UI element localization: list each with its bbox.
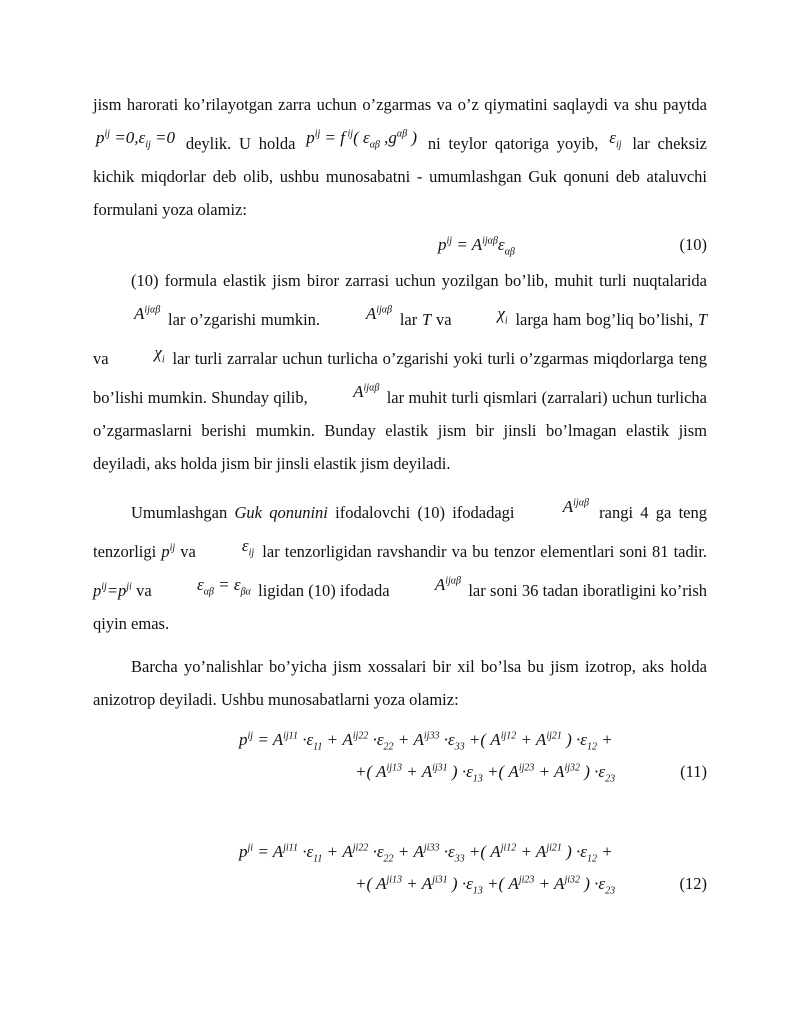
- formula-p-ij-eq-p-ji: $p^{ij}=p^{ji}$: [93, 581, 132, 600]
- formula-eps-ij: $\varepsilon_{ij}$: [241, 536, 255, 559]
- formula-chi-i: $\chi_i$: [497, 304, 508, 327]
- formula-p-zero-eps-zero: $p^{ij} =0,\varepsilon_{ij} =0$: [96, 128, 176, 151]
- equation-11-number: (11): [680, 762, 707, 781]
- equation-10-number: (10): [679, 235, 707, 254]
- document-page: [93, 88, 707, 900]
- equation-12-line-1: $p^{ji} = A^{ji11} \cdot\varepsilon_{11} + A^{ji22} \cdot\varepsilon_{22} + A^{ji33} \cdot\varepsilon_{33}$ +( $A^{ji12} + A^{ji21}$ ) $\cdot\varepsilon_{12}$ +: [239, 842, 613, 865]
- formula-A-ijab: $A^{ij\alpha\beta}$: [434, 575, 462, 594]
- equation-11: [93, 724, 707, 788]
- equation-11-line-2: +( $A^{ij13} + A^{ij31}$ ) $\cdot\varepsilon_{13}$ +( $A^{ij23} + A^{ij32}$ ) $\cdot\varepsilon_{23}$ (11): [93, 756, 707, 788]
- formula-eps-ij: $\varepsilon_{ij}$: [609, 128, 622, 151]
- equation-10-formula: $p^{ij} = A^{ij\alpha\beta}\varepsilon_{\alpha\beta}$: [438, 235, 515, 258]
- formula-A-ijab: $A^{ij\alpha\beta}$: [562, 497, 589, 516]
- equation-12: [93, 836, 707, 900]
- formula-p-ij: $p^{ij}$: [161, 542, 176, 561]
- equation-12-line-2: +( $A^{ji13} + A^{ji31}$ ) $\cdot\varepsilon_{13}$ +( $A^{ji23} + A^{ji32}$ ) $\cdot\varepsilon_{23}$ (12): [93, 868, 707, 900]
- paragraph-4: Barcha yo’nalishlar bo’yicha jism xossalari bir xil bo’lsa bu jism izotrop, aks holda anizotrop deyiladi. Ushbu munosabatlarni yoza olamiz:: [93, 657, 707, 709]
- formula-A-ijab: $A^{ij\alpha\beta}$: [365, 304, 393, 323]
- equation-11-line-1: $p^{ij} = A^{ij11} \cdot\varepsilon_{11} + A^{ij22} \cdot\varepsilon_{22} + A^{ij33} \cdot\varepsilon_{33}$ +( $A^{ij12} + A^{ij21}$ ) $\cdot\varepsilon_{12}$ +: [239, 730, 613, 753]
- equation-10: [93, 226, 707, 264]
- formula-p-function: $p^{ij} = f$ $^{ij}$( $\varepsilon_{\alpha\beta}$ $,g^{\alpha\beta}$ ): [306, 128, 418, 151]
- formula-A-ijab: $A^{ij\alpha\beta}$: [353, 382, 380, 401]
- paragraph-2: (10) formula elastik jism biror zarrasi uchun yozilgan bo’lib, muhit turli nuqtalarida $A^{ij\alpha\beta}$ lar o’zgarishi mumkin. $A^{ij\alpha\beta}$ lar T va $\chi_i$ larga ham bog’liq bo’lishi, T va $\chi_i$ lar turli zarralar uchun turlicha o’zgarishi yoki turli o’zgarmas miqdorlarga teng bo’lishi mumkin. Shunday qilib, $A^{ij\alpha\beta}$ lar muhit turli qismlari (zarralari) uchun turlicha o’zgarmaslarni berishi mumkin. Bunday elastik jism bir jinsli bo’lmagan elastik jism deyiladi, aks holda jism bir jinsli elastik jism deyiladi.: [93, 271, 708, 473]
- equation-12-number: (12): [679, 874, 707, 893]
- paragraph-3: Umumlashgan Guk qonunini ifodalovchi (10) ifodadagi $A^{ij\alpha\beta}$ rangi 4 ga teng tenzorligi $p^{ij}$ va $\varepsilon_{ij}$ lar tenzorligidan ravshandir va bu tenzor elementlari soni 81 tadir. $p^{ij}=p^{ji}$ va $\varepsilon_{\alpha\beta} = \varepsilon_{\beta\alpha}$ ligidan (10) ifodada $A^{ij\alpha\beta}$ lar soni 36 tadan iboratligini ko’rish qiyin emas.: [93, 490, 707, 640]
- formula-eps-ab-eq-eps-ba: $\varepsilon_{\alpha\beta} = \varepsilon_{\beta\alpha}$: [196, 575, 251, 598]
- paragraph-1: jism harorati ko’rilayotgan zarra uchun o’zgarmas va o’z qiymatini saqlaydi va shu paytda $p^{ij} =0,\varepsilon_{ij} =0$ deylik. U holda $p^{ij} = f$ $^{ij}$( $\varepsilon_{\alpha\beta}$ $,g^{\alpha\beta}$ ) ni teylor qatoriga yoyib, $\varepsilon_{ij}$ lar cheksiz kichik miqdorlar deb olib, ushbu munosabatni - umumlashgan Guk qonuni deb ataluvchi formulani yoza olamiz:: [93, 95, 708, 219]
- formula-A-ijab: $A^{ij\alpha\beta}$: [134, 304, 161, 323]
- formula-chi-i: $\chi_i$: [154, 343, 165, 366]
